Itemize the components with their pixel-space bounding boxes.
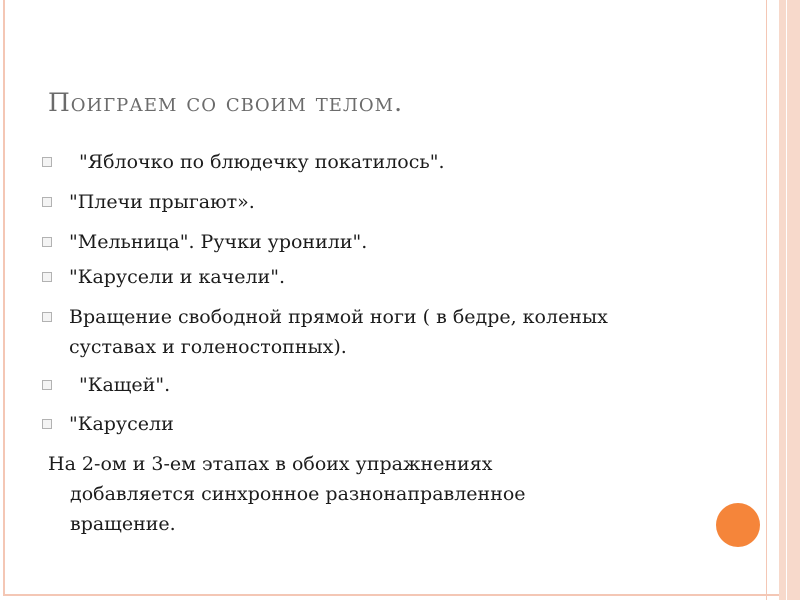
square-bullet-icon xyxy=(42,312,52,322)
orange-circle-decoration xyxy=(716,503,760,547)
closing-paragraph xyxy=(48,449,708,539)
right-decorative-stripe xyxy=(779,0,800,600)
list-item-text: "Мельница". Ручки уронили". xyxy=(69,231,368,253)
square-bullet-icon xyxy=(42,197,52,207)
list-item-text: "Карусели и качели". xyxy=(69,266,285,288)
list-item-text-line-1: Вращение свободной прямой ноги ( в бедре, коленых xyxy=(69,306,608,328)
list-item-text: "Карусели xyxy=(69,413,174,435)
paragraph-line-1: На 2-ом и 3-ем этапах в обоих упражнениях xyxy=(48,453,493,475)
list-item-text-line-2: суставах и голеностопных). xyxy=(69,336,347,358)
paragraph-line-3: вращение. xyxy=(70,513,176,535)
list-item-text: "Кащей". xyxy=(79,374,171,396)
slide-title: Поиграем со своим телом. xyxy=(48,88,404,117)
square-bullet-icon xyxy=(42,272,52,282)
list-item-text: "Плечи прыгают». xyxy=(69,191,255,213)
right-border-line xyxy=(766,0,767,600)
square-bullet-icon xyxy=(42,157,52,167)
list-item-text: "Яблочко по блюдечку покатилось". xyxy=(79,151,445,173)
square-bullet-icon xyxy=(42,419,52,429)
stripe-divider-line xyxy=(786,0,787,600)
paragraph-line-2: добавляется синхронное разнонаправленное xyxy=(70,483,526,505)
square-bullet-icon xyxy=(42,380,52,390)
square-bullet-icon xyxy=(42,237,52,247)
